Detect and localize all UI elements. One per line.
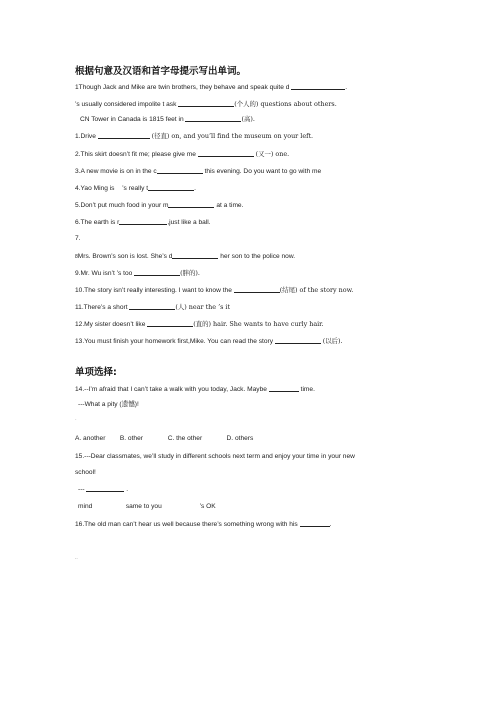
line-13: 10.The story isn’t really interesting. I want to know the (结尾) of the story now.: [75, 286, 354, 294]
line-7: 4.Yao Ming is ’s really t .: [75, 185, 196, 192]
question-14-reply: ---What a pity (遗憾)!: [78, 401, 139, 408]
option-d[interactable]: D. others: [226, 435, 254, 442]
answer-blank[interactable]: [148, 183, 194, 191]
answer-blank[interactable]: [98, 131, 150, 139]
answer-blank[interactable]: [168, 200, 214, 208]
line-5: 2.This skirt doesn’t fit me; please give me (又一) one.: [75, 150, 290, 158]
answer-blank[interactable]: [157, 166, 203, 174]
section-title-word-spelling: 根据句意及汉语和首字母提示写出单词。: [75, 66, 247, 77]
question-15-options: [78, 502, 216, 511]
question-14: 14.--I’m afraid that I can’t take a walk with you today, Jack. Maybe time.: [75, 386, 315, 393]
answer-blank[interactable]: [185, 114, 241, 122]
question-15-cont: school!: [75, 469, 96, 476]
answer-blank[interactable]: [291, 82, 345, 90]
answer-blank[interactable]: [275, 336, 321, 344]
option-b[interactable]: B. other: [119, 435, 143, 442]
line-15: 12.My sister doesn’t like (直的) hair. She wants to have curly hair.: [75, 320, 324, 328]
line-16: 13.You must finish your homework first,Mike. You can read the story (以后).: [75, 337, 343, 345]
answer-blank[interactable]: [172, 251, 218, 259]
answer-blank[interactable]: [129, 302, 175, 310]
line-1: 1Though Jack and Mike are twin brothers, they behave and speak quite d .: [75, 84, 348, 91]
answer-blank[interactable]: [234, 285, 280, 293]
answer-blank[interactable]: [86, 484, 124, 492]
answer-blank[interactable]: [147, 319, 193, 327]
line-10: 7.: [75, 235, 81, 242]
line-4: 1.Drive (径直) on, and you’ll find the museum on your left.: [75, 132, 314, 140]
answer-blank[interactable]: [119, 217, 167, 225]
option-c[interactable]: C. the other: [167, 435, 203, 442]
answer-blank[interactable]: [300, 519, 330, 527]
question-15-reply: --- .: [78, 486, 129, 493]
question-15: 15.---Dear classmates, we’ll study in different schools next term and enjoy your time in your new: [75, 453, 355, 460]
line-2: ’s usually considered impolite t ask (个人的) questions about others.: [75, 100, 337, 108]
question-16: 16.The old man can’t hear us well because there’s something wrong with his .: [75, 521, 332, 528]
stray-mark: ·: [75, 417, 77, 423]
answer-blank[interactable]: [269, 384, 299, 392]
line-8: 5.Don’t put much food in your m at a time.: [75, 202, 244, 209]
section-title-multiple-choice: 单项选择:: [75, 367, 117, 378]
option-c[interactable]: ’s OK: [199, 503, 216, 510]
line-14: 11.There’s a short (人) near the ’s it: [75, 303, 231, 311]
line-12: 9.Mr. Wu isn’t ’s too (胖的).: [75, 269, 200, 277]
option-a[interactable]: mind: [78, 503, 93, 510]
line-11: 8Mrs. Brown’s son is lost. She’s d her son to the police now.: [75, 253, 296, 260]
answer-blank[interactable]: [134, 268, 180, 276]
option-b[interactable]: same to you: [125, 503, 162, 510]
line-3: CN Tower in Canada is 1815 feet in (高).: [80, 115, 255, 123]
line-9: 6.The earth is r ,just like a ball.: [75, 219, 211, 226]
stray-mark: ..: [75, 555, 78, 561]
question-14-options: [75, 434, 253, 443]
answer-blank[interactable]: [178, 99, 234, 107]
line-6: 3.A new movie is on in the c this evening. Do you want to go with me: [75, 168, 322, 175]
option-a[interactable]: A. another: [75, 435, 106, 442]
answer-blank[interactable]: [198, 149, 254, 157]
